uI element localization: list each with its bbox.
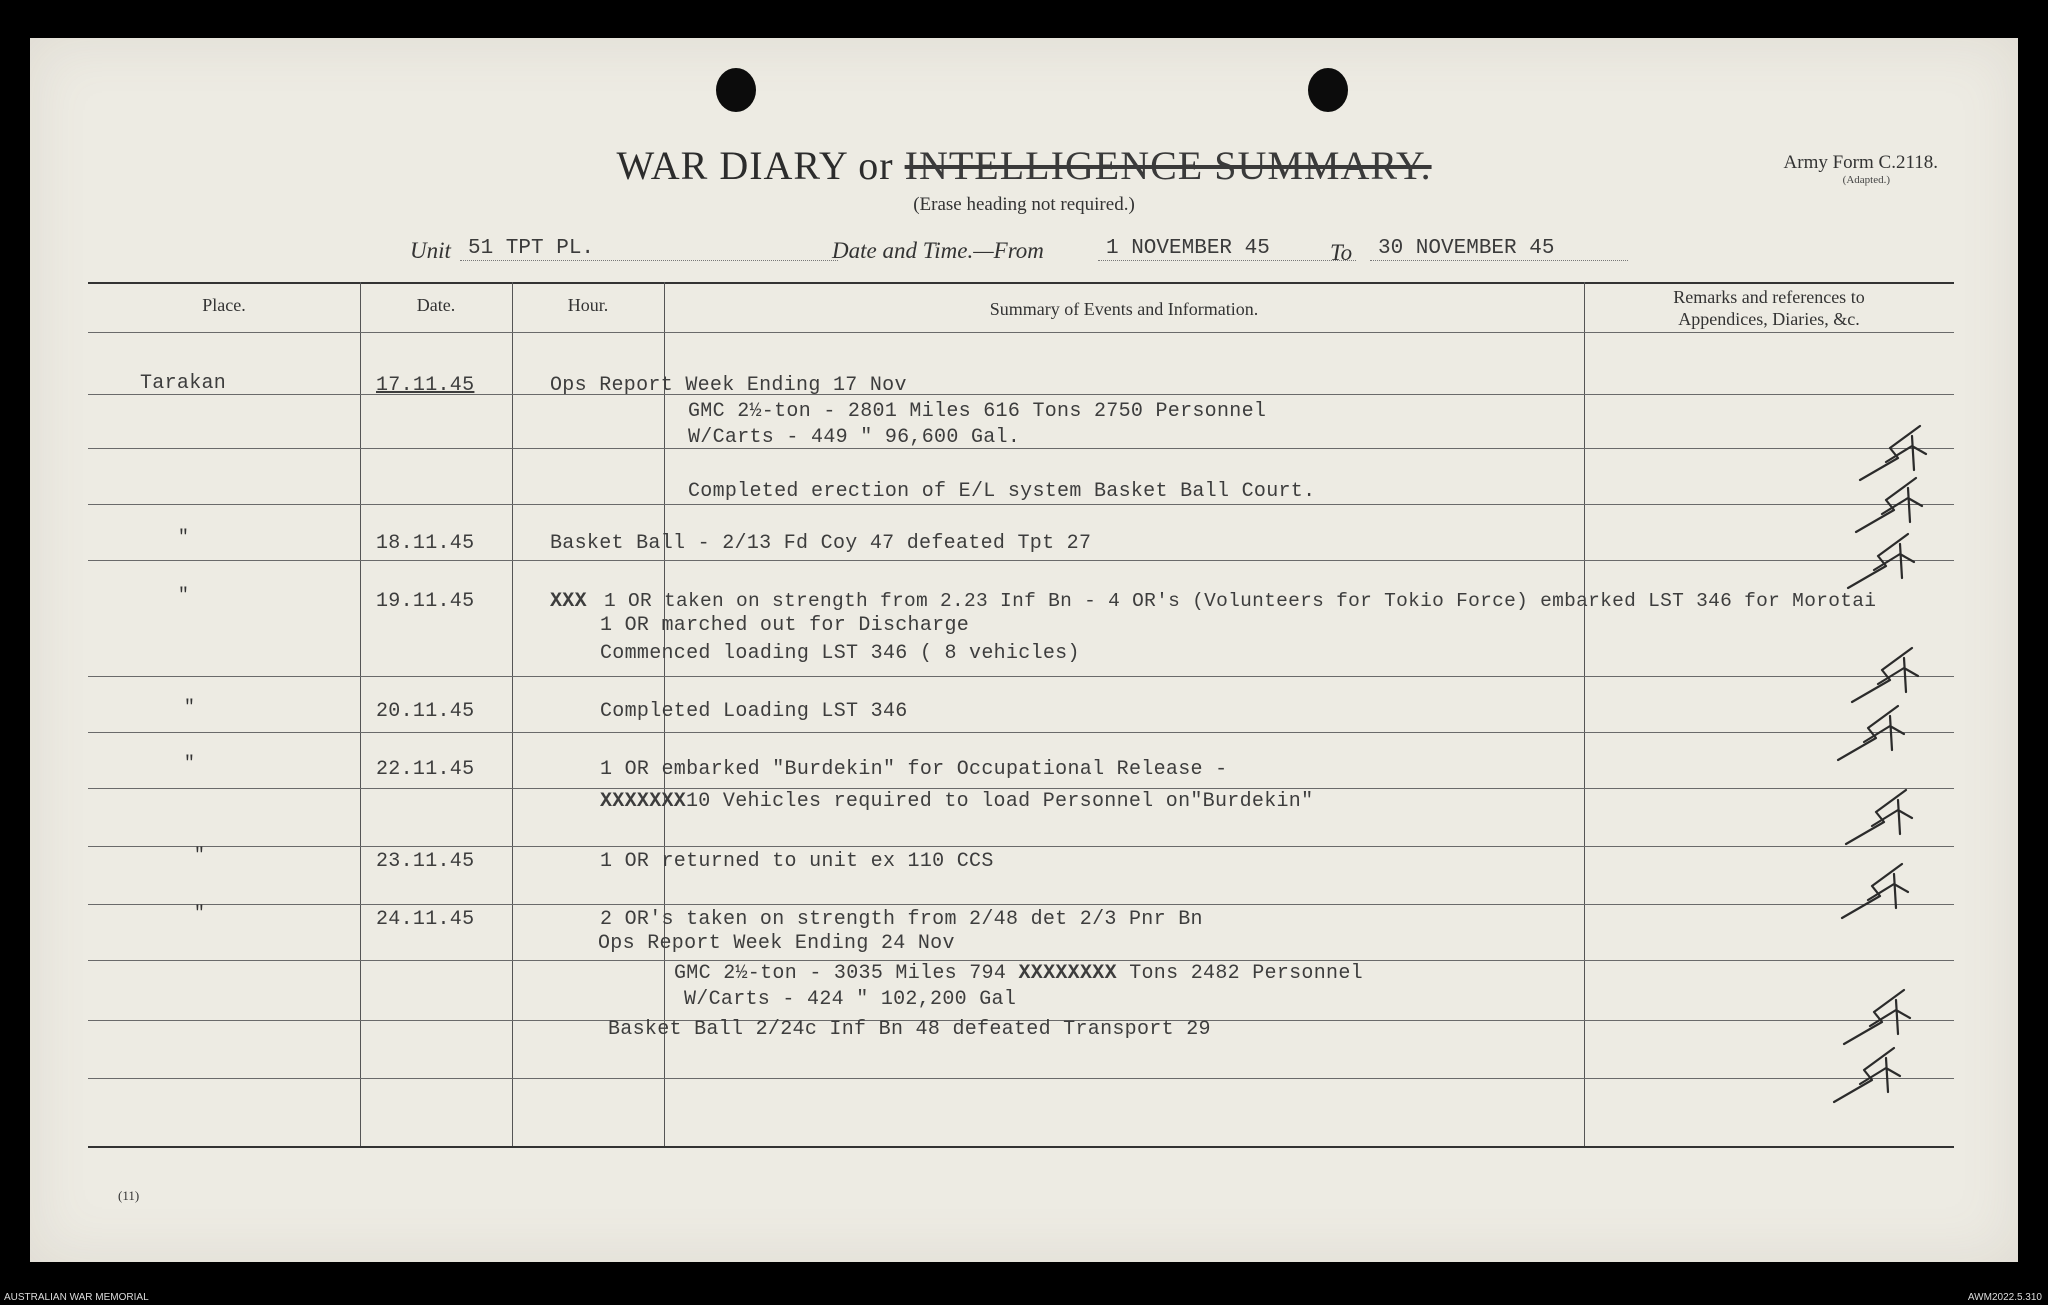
unit-field: 51 TPT PL. [460,237,838,261]
punch-hole-right [1308,68,1348,112]
col-divider-2 [512,282,513,1146]
entry-date: 24.11.45 [376,908,475,931]
row-rule [88,394,1954,395]
row-rule [88,560,1954,561]
entry-text: Commenced loading LST 346 ( 8 vehicles) [600,642,1080,665]
row-rule [88,1078,1954,1079]
to-field: 30 NOVEMBER 45 [1370,237,1628,261]
army-form-number: Army Form C.2118. [1783,152,1938,173]
entry-text: 2 OR's taken on strength from 2/48 det 2/3 Pnr Bn [600,908,1203,931]
entry-date: 18.11.45 [376,532,475,555]
ditto-mark: " [194,904,205,924]
adapted-note: (Adapted.) [1842,174,1890,186]
row-rule [88,676,1954,677]
entry-text: 1 OR taken on strength from 2.23 Inf Bn - 4 OR's (Volunteers for Tokio Force) embarked LST 346 for Morotai [604,590,1877,612]
row-rule [88,960,1954,961]
ditto-mark: " [184,754,195,774]
row-rule [88,846,1954,847]
row-rule [88,504,1954,505]
to-label: To [1330,240,1353,265]
unit-label: Unit [410,238,451,263]
entry-date: 19.11.45 [376,590,475,613]
archive-reference: AWM2022.5.310 [1967,1292,2042,1303]
entry-text: Completed Loading LST 346 [600,700,908,723]
entry-text: Basket Ball - 2/13 Fd Coy 47 defeated Tpt 27 [550,532,1092,555]
ditto-mark: " [184,698,195,718]
archive-credit: AUSTRALIAN WAR MEMORIAL [4,1292,149,1303]
from-field: 1 NOVEMBER 45 [1098,237,1356,261]
initials-mark [1838,526,1938,596]
col-divider-1 [360,282,361,1146]
ditto-mark: " [178,586,189,606]
entry-date: 20.11.45 [376,700,475,723]
entry-date: 17.11.45 [376,374,475,397]
entry-date: 22.11.45 [376,758,475,781]
entry-struck: XXX [550,590,587,613]
table-top-rule [88,282,1954,284]
row-rule [88,448,1954,449]
remarks-header-line1: Remarks and references to [1673,287,1865,307]
form-number: (11) [118,1188,140,1203]
entry-text: 10 Vehicles required to load Personnel on"Burdekin" [686,790,1314,813]
entry-text [674,962,1363,985]
initials-mark [1828,698,1928,768]
ditto-mark: " [178,528,189,548]
entry-text: Ops Report Week Ending 17 Nov [550,374,907,397]
entry-place: Tarakan [140,372,227,395]
entry-struck: XXXXXXXX [1018,962,1117,985]
col-header-summary: Summary of Events and Information. [989,299,1259,319]
entry-text: 1 OR embarked "Burdekin" for Occupational Release - [600,758,1228,781]
col-header-place: Place. [202,295,246,315]
title-main: WAR DIARY or [616,143,894,188]
initials-mark [1832,856,1932,926]
entry-text: 1 OR returned to unit ex 110 CCS [600,850,994,873]
war-diary-sheet [30,38,2018,1262]
entry-text: W/Carts - 424 " 102,200 Gal [684,988,1017,1011]
entry-text-part: GMC 2½-ton - 3035 Miles 794 [674,962,1007,985]
initials-mark [1836,782,1936,852]
col-header-remarks [1584,286,1954,330]
entry-text: Ops Report Week Ending 24 Nov [598,932,955,955]
col-header-hour: Hour. [567,295,609,315]
row-rule [88,732,1954,733]
entry-text: 1 OR marched out for Discharge [600,614,970,637]
entry-text: Basket Ball 2/24c Inf Bn 48 defeated Transport 29 [608,1018,1211,1041]
col-header-date: Date. [416,295,456,315]
entry-text-part: Tons 2482 Personnel [1129,962,1363,985]
punch-hole-left [716,68,756,112]
entry-text: Completed erection of E/L system Basket Ball Court. [688,480,1316,503]
entry-text: W/Carts - 449 " 96,600 Gal. [688,426,1021,449]
page-title [30,142,2018,189]
title-struck: INTELLIGENCE SUMMARY. [904,143,1432,188]
col-divider-4 [1584,282,1585,1146]
row-rule [88,788,1954,789]
erase-note: (Erase heading not required.) [913,194,1135,215]
ditto-mark: " [194,846,205,866]
header-rule [88,332,1954,333]
entry-date: 23.11.45 [376,850,475,873]
table-bottom-rule [88,1146,1954,1148]
initials-mark [1824,1040,1924,1110]
date-time-label: Date and Time.—From [832,238,1044,263]
entry-struck: XXXXXXX [600,790,687,813]
remarks-header-line2: Appendices, Diaries, &c. [1678,309,1860,329]
entry-text: GMC 2½-ton - 2801 Miles 616 Tons 2750 Personnel [688,400,1267,423]
row-rule [88,904,1954,905]
